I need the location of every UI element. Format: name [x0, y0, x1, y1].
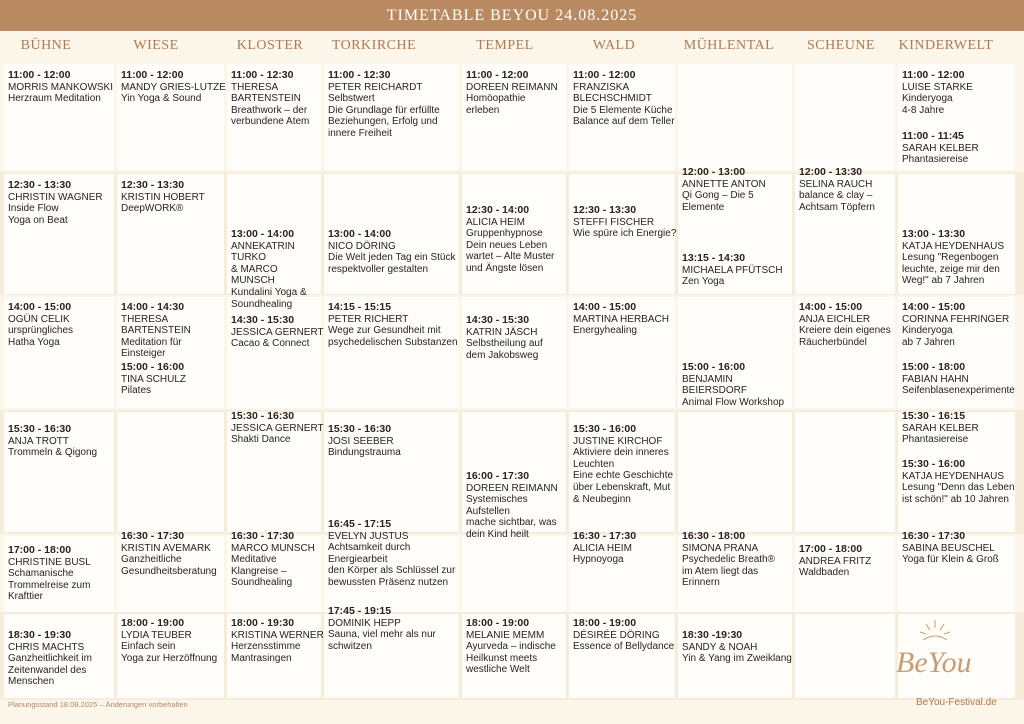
event-description: Pilates	[121, 385, 152, 397]
column-header: MÜHLENTAL	[683, 38, 775, 53]
event-time: 15:30 - 16:30	[231, 410, 295, 422]
event-time: 15:00 - 16:00	[121, 361, 185, 373]
event-presenter: LYDIA TEUBER	[121, 629, 192, 641]
column-header: KINDERWELT	[898, 38, 994, 53]
event-entry	[8, 302, 117, 348]
event-time: 18:00 - 19:00	[466, 617, 530, 629]
event-time: 17:00 - 18:00	[8, 544, 72, 556]
logo-url: BeYou-Festival.de	[916, 697, 997, 708]
event-description: Shakti Dance	[231, 434, 291, 446]
event-entry	[8, 180, 117, 226]
event-presenter: NICO DÖRING	[328, 240, 396, 252]
event-time: 12:00 - 13:00	[682, 166, 746, 178]
event-description: Homöopathie erleben	[466, 93, 526, 116]
event-time: 18:00 - 19:00	[573, 617, 637, 629]
event-time: 11:00 - 12:30	[231, 69, 294, 81]
event-entry	[573, 205, 678, 240]
event-entry	[8, 424, 117, 459]
event-description: Hypnoyoga	[573, 554, 624, 566]
event-presenter: THERESA BARTENSTEIN	[231, 81, 301, 105]
event-description: Inside Flow Yoga on Beat	[8, 203, 68, 226]
event-time: 14:30 - 15:30	[466, 314, 530, 326]
event-time: 18:00 - 19:30	[231, 617, 295, 629]
event-presenter: MELANIE MEMM	[466, 629, 545, 641]
event-time: 13:00 - 14:00	[328, 228, 392, 240]
event-presenter: JUSTINE KIRCHOF	[573, 435, 663, 447]
event-presenter: ANJA TROTT	[8, 435, 69, 447]
event-description: Systemisches Aufstellen mache sichtbar, was dein Kind heilt	[466, 494, 557, 540]
event-entry	[328, 606, 462, 652]
event-description: Selbstheilung auf dem Jakobsweg	[466, 338, 543, 361]
event-description: Trommeln & Qigong	[8, 447, 98, 459]
event-presenter: PETER REICHARDT	[328, 81, 423, 93]
event-time: 11:00 - 11:45	[902, 130, 964, 142]
event-time: 14:00 - 15:00	[573, 301, 637, 313]
event-description: Ganzheitlichkeit im Zeitenwandel des Menschen	[8, 653, 92, 688]
event-presenter: CHRISTINE BUSL	[8, 556, 91, 568]
event-description: Kundalini Yoga & Soundhealing	[231, 286, 307, 310]
event-description: Gruppenhypnose Dein neues Leben wartet – Alte Muster und Ängste lösen	[466, 228, 555, 274]
event-time: 15:30 - 16:30	[8, 423, 72, 435]
event-entry	[328, 302, 462, 348]
event-description: Achtsamkeit durch Energiearbeit den Körper als Schlüssel zur bewussten Präsenz nutzen	[328, 542, 456, 588]
event-description: Einfach sein Yoga zur Herzöffnung	[121, 641, 218, 664]
event-time: 15:00 - 18:00	[902, 361, 966, 373]
event-description: Ayurveda – indische Heilkunst meets westliche Welt	[466, 641, 556, 676]
event-presenter: BENJAMIN BEIERSDORF	[682, 373, 748, 397]
event-description: Die 5 Elemente Küche Balance auf dem Teller	[573, 104, 675, 128]
event-presenter: MORRIS MANKOWSKI	[8, 81, 114, 93]
event-entry	[121, 180, 227, 215]
event-description: Selbstwert Die Grundlage für erfüllte Beziehungen, Erfolg und innere Freiheit	[328, 93, 440, 139]
event-presenter: KATJA HEYDENHAUS	[902, 240, 1005, 252]
event-time: 12:30 - 13:30	[121, 179, 185, 191]
event-description: Animal Flow Workshop	[682, 396, 785, 408]
event-time: 11:00 - 12:00	[121, 69, 184, 81]
event-entry	[902, 531, 1018, 566]
event-presenter: KATRIN JÄSCH	[466, 326, 538, 338]
event-entry	[121, 362, 227, 397]
event-presenter: ALICIA HEIM	[573, 542, 632, 554]
event-entry	[121, 618, 227, 664]
event-time: 11:00 - 12:00	[902, 69, 965, 81]
event-description: Waldbaden	[799, 567, 850, 579]
event-presenter: SELINA RAUCH	[799, 178, 873, 190]
event-entry	[231, 70, 324, 128]
event-time: 16:30 - 17:30	[231, 530, 295, 542]
event-presenter: FRANZISKA BLECHSCHMIDT	[573, 81, 652, 105]
event-description: Meditative Klangreise – Soundhealing	[231, 554, 293, 589]
event-entry	[902, 229, 1018, 287]
event-time: 18:00 - 19:00	[121, 617, 185, 629]
event-description: Aktiviere dein inneres Leuchten Eine echte Geschichte über Lebenskraft, Mut & Neubeginn	[573, 447, 674, 505]
event-time: 11:00 - 12:00	[573, 69, 636, 81]
event-presenter: THERESA BARTENSTEIN	[121, 313, 191, 337]
event-presenter: CORINNA FEHRINGER	[902, 313, 1010, 325]
event-presenter: LUISE STARKE	[902, 81, 973, 93]
event-entry	[799, 167, 898, 213]
event-entry	[573, 531, 678, 566]
event-entry	[902, 131, 1018, 166]
event-presenter: DÉSIRÉE DÖRING	[573, 629, 660, 641]
grid-cell	[795, 412, 895, 532]
event-presenter: JESSICA GERNERT	[231, 422, 324, 434]
event-presenter: KRISTINA WERNER	[231, 629, 324, 641]
event-presenter: MANDY GRIES-LUTZE	[121, 81, 226, 93]
event-time: 13:00 - 13:30	[902, 228, 966, 240]
event-time: 14:00 - 14:30	[121, 301, 185, 313]
grid-cell	[117, 412, 224, 532]
event-entry	[902, 70, 1018, 116]
event-description: Wege zur Gesundheit mit psychedelischen Substanzen	[328, 325, 458, 348]
event-time: 16:30 - 17:30	[121, 530, 185, 542]
event-description: Kreiere dein eigenes Räucherbündel	[799, 325, 891, 348]
event-entry	[902, 302, 1018, 348]
event-time: 13:00 - 14:00	[231, 228, 295, 240]
event-entry	[682, 253, 795, 288]
event-time: 16:30 - 17:30	[573, 530, 637, 542]
event-entry	[799, 544, 898, 579]
grid-cell	[678, 64, 792, 170]
event-presenter: MICHAELA PFÜTSCH	[682, 264, 783, 276]
event-description: Herzraum Meditation	[8, 93, 101, 105]
event-time: 11:00 - 12:00	[466, 69, 529, 81]
event-description: Lesung "Denn das Leben ist schön!" ab 10 Jahren	[902, 482, 1015, 505]
page-title: TIMETABLE BEYOU 24.08.2025	[0, 0, 1024, 31]
event-time: 14:00 - 15:00	[799, 301, 863, 313]
footer-note: Planungsstand 18.08.2025 – Änderungen vorbehalten	[8, 700, 188, 709]
event-presenter: ANJA EICHLER	[799, 313, 871, 325]
event-entry	[231, 229, 324, 310]
event-presenter: MARTINA HERBACH	[573, 313, 669, 325]
event-time: 12:30 - 13:30	[573, 204, 637, 216]
event-description: Yoga für Klein & Groß	[902, 554, 999, 566]
event-presenter: EVELYN JUSTUS	[328, 530, 409, 542]
event-entry	[121, 531, 227, 577]
event-entry	[231, 618, 324, 664]
event-time: 11:00 - 12:30	[328, 69, 391, 81]
event-entry	[328, 70, 462, 140]
event-entry	[682, 362, 795, 408]
event-description: Seifenblasenexperimente	[902, 385, 1015, 397]
event-entry	[8, 545, 117, 603]
event-presenter: ALICIA HEIM	[466, 216, 525, 228]
event-presenter: KATJA HEYDENHAUS	[902, 470, 1005, 482]
event-presenter: CHRISTIN WAGNER	[8, 191, 103, 203]
event-description: Kinderyoga 4-8 Jahre	[902, 93, 953, 116]
event-description: Zen Yoga	[682, 276, 725, 288]
event-description: Sauna, viel mehr als nur schwitzen	[328, 629, 436, 652]
column-header: WALD	[592, 38, 636, 53]
event-time: 16:30 - 18:00	[682, 530, 746, 542]
event-presenter: DOREEN REIMANN	[466, 482, 558, 494]
event-entry	[231, 531, 324, 589]
event-entry	[573, 70, 678, 128]
logo-wordmark: BeYou	[896, 646, 972, 679]
event-description: ursprüngliches Hatha Yoga	[8, 325, 74, 348]
event-time: 12:00 - 13:30	[799, 166, 863, 178]
event-description: balance & clay – Achtsam Töpfern	[799, 190, 875, 213]
event-description: Psychedelic Breath® im Atem liegt das Erinnern	[682, 554, 775, 589]
event-description: Energyhealing	[573, 325, 637, 337]
column-header: TEMPEL	[476, 38, 534, 53]
event-entry	[466, 70, 569, 116]
event-time: 15:30 - 16:30	[328, 423, 392, 435]
event-presenter: STEFFI FISCHER	[573, 216, 655, 228]
event-time: 13:15 - 14:30	[682, 252, 746, 264]
event-presenter: TINA SCHULZ	[121, 373, 187, 385]
event-time: 15:30 - 16:15	[902, 410, 966, 422]
event-time: 14:00 - 15:00	[902, 301, 966, 313]
column-header: TORKIRCHE	[331, 38, 417, 53]
event-time: 15:30 - 16:00	[573, 423, 637, 435]
event-entry	[231, 315, 324, 350]
event-entry	[8, 630, 117, 688]
event-description: Breathwork – der verbundene Atem	[231, 104, 310, 128]
event-entry	[466, 205, 569, 275]
event-time: 17:45 - 19:15	[328, 605, 392, 617]
event-presenter: DOMINIK HEPP	[328, 617, 401, 629]
event-entry	[466, 315, 569, 361]
grid-cell	[795, 614, 895, 698]
event-description: Schamanische Trommelreise zum Krafttier	[8, 568, 91, 603]
event-time: 16:00 - 17:30	[466, 470, 530, 482]
event-time: 11:00 - 12:00	[8, 69, 71, 81]
event-time: 17:00 - 18:00	[799, 543, 863, 555]
event-presenter: FABIAN HAHN	[902, 373, 969, 385]
event-time: 15:30 - 16:00	[902, 458, 966, 470]
event-presenter: KRISTIN AVEMARK	[121, 542, 211, 554]
event-presenter: ANNEKATRIN TURKO & MARCO MUNSCH	[231, 240, 295, 287]
event-time: 18:30 -19:30	[682, 629, 743, 641]
event-entry	[902, 362, 1018, 397]
event-presenter: DOREEN REIMANN	[466, 81, 558, 93]
event-time: 14:30 - 15:30	[231, 314, 295, 326]
event-entry	[573, 424, 678, 505]
event-entry	[328, 424, 462, 459]
event-presenter: CHRIS MACHTS	[8, 641, 85, 653]
column-header: SCHEUNE	[806, 38, 876, 53]
event-time: 18:30 - 19:30	[8, 629, 72, 641]
event-description: DeepWORK®	[121, 203, 184, 215]
event-entry	[682, 630, 795, 665]
event-presenter: SANDY & NOAH	[682, 641, 758, 653]
event-presenter: OGÜN CELIK	[8, 313, 70, 325]
event-presenter: JOSI SEEBER	[328, 435, 394, 447]
event-description: Qi Gong – Die 5 Elemente	[682, 190, 754, 213]
event-presenter: JESSICA GERNERT	[231, 326, 324, 338]
event-entry	[573, 302, 678, 337]
event-description: Yin & Yang im Zweiklang	[682, 653, 792, 665]
event-entry	[121, 70, 227, 105]
event-description: Die Welt jeden Tag ein Stück respektvoller gestalten	[328, 252, 456, 275]
event-presenter: SIMONA PRANA	[682, 542, 759, 554]
event-description: Phantasiereise	[902, 154, 969, 166]
event-description: Essence of Bellydance	[573, 641, 675, 653]
event-time: 15:00 - 16:00	[682, 361, 746, 373]
event-presenter: MARCO MUNSCH	[231, 542, 315, 554]
event-time: 16:45 - 17:15	[328, 518, 392, 530]
event-entry	[328, 229, 462, 275]
event-presenter: PETER RICHERT	[328, 313, 409, 325]
event-description: Yin Yoga & Sound	[121, 93, 202, 105]
column-header: BÜHNE	[20, 38, 72, 53]
grid-cell	[678, 412, 792, 532]
column-header: WIESE	[133, 38, 179, 53]
event-entry	[682, 167, 795, 213]
event-presenter: ANDREA FRITZ	[799, 555, 872, 567]
event-presenter: KRISTIN HOBERT	[121, 191, 205, 203]
event-entry	[573, 618, 678, 653]
event-description: Wie spüre ich Energie?	[573, 228, 677, 240]
event-description: Ganzheitliche Gesundheitsberatung	[121, 554, 217, 577]
event-presenter: SARAH KELBER	[902, 142, 979, 154]
event-description: Kinderyoga ab 7 Jahren	[902, 325, 955, 348]
event-presenter: SARAH KELBER	[902, 422, 979, 434]
event-entry	[682, 531, 795, 589]
event-entry	[8, 70, 117, 105]
event-entry	[466, 618, 569, 676]
event-time: 12:30 - 14:00	[466, 204, 530, 216]
event-description: Cacao & Connect	[231, 338, 310, 350]
event-entry	[121, 302, 227, 360]
event-entry	[328, 519, 462, 589]
event-description: Lesung "Regenbogen leuchte, zeige mir den Weg!" ab 7 Jahren	[902, 252, 1000, 287]
event-presenter: SABINA BEUSCHEL	[902, 542, 995, 554]
event-entry	[902, 459, 1018, 505]
event-description: Bindungstrauma	[328, 447, 401, 459]
event-time: 12:30 - 13:30	[8, 179, 72, 191]
column-header: KLOSTER	[236, 38, 304, 53]
event-entry	[902, 411, 1018, 446]
event-presenter: ANNETTE ANTON	[682, 178, 766, 190]
event-description: Herzensstimme Mantrasingen	[231, 641, 301, 664]
event-time: 16:30 - 17:30	[902, 530, 966, 542]
event-description: Meditation für Einsteiger	[121, 336, 182, 360]
grid-cell	[462, 536, 566, 612]
event-entry	[466, 471, 569, 541]
event-entry	[799, 302, 898, 348]
grid-cell	[795, 64, 895, 170]
event-description: Phantasiereise	[902, 434, 969, 446]
event-time: 14:15 - 15:15	[328, 301, 392, 313]
event-entry	[231, 411, 324, 446]
event-time: 14:00 - 15:00	[8, 301, 72, 313]
